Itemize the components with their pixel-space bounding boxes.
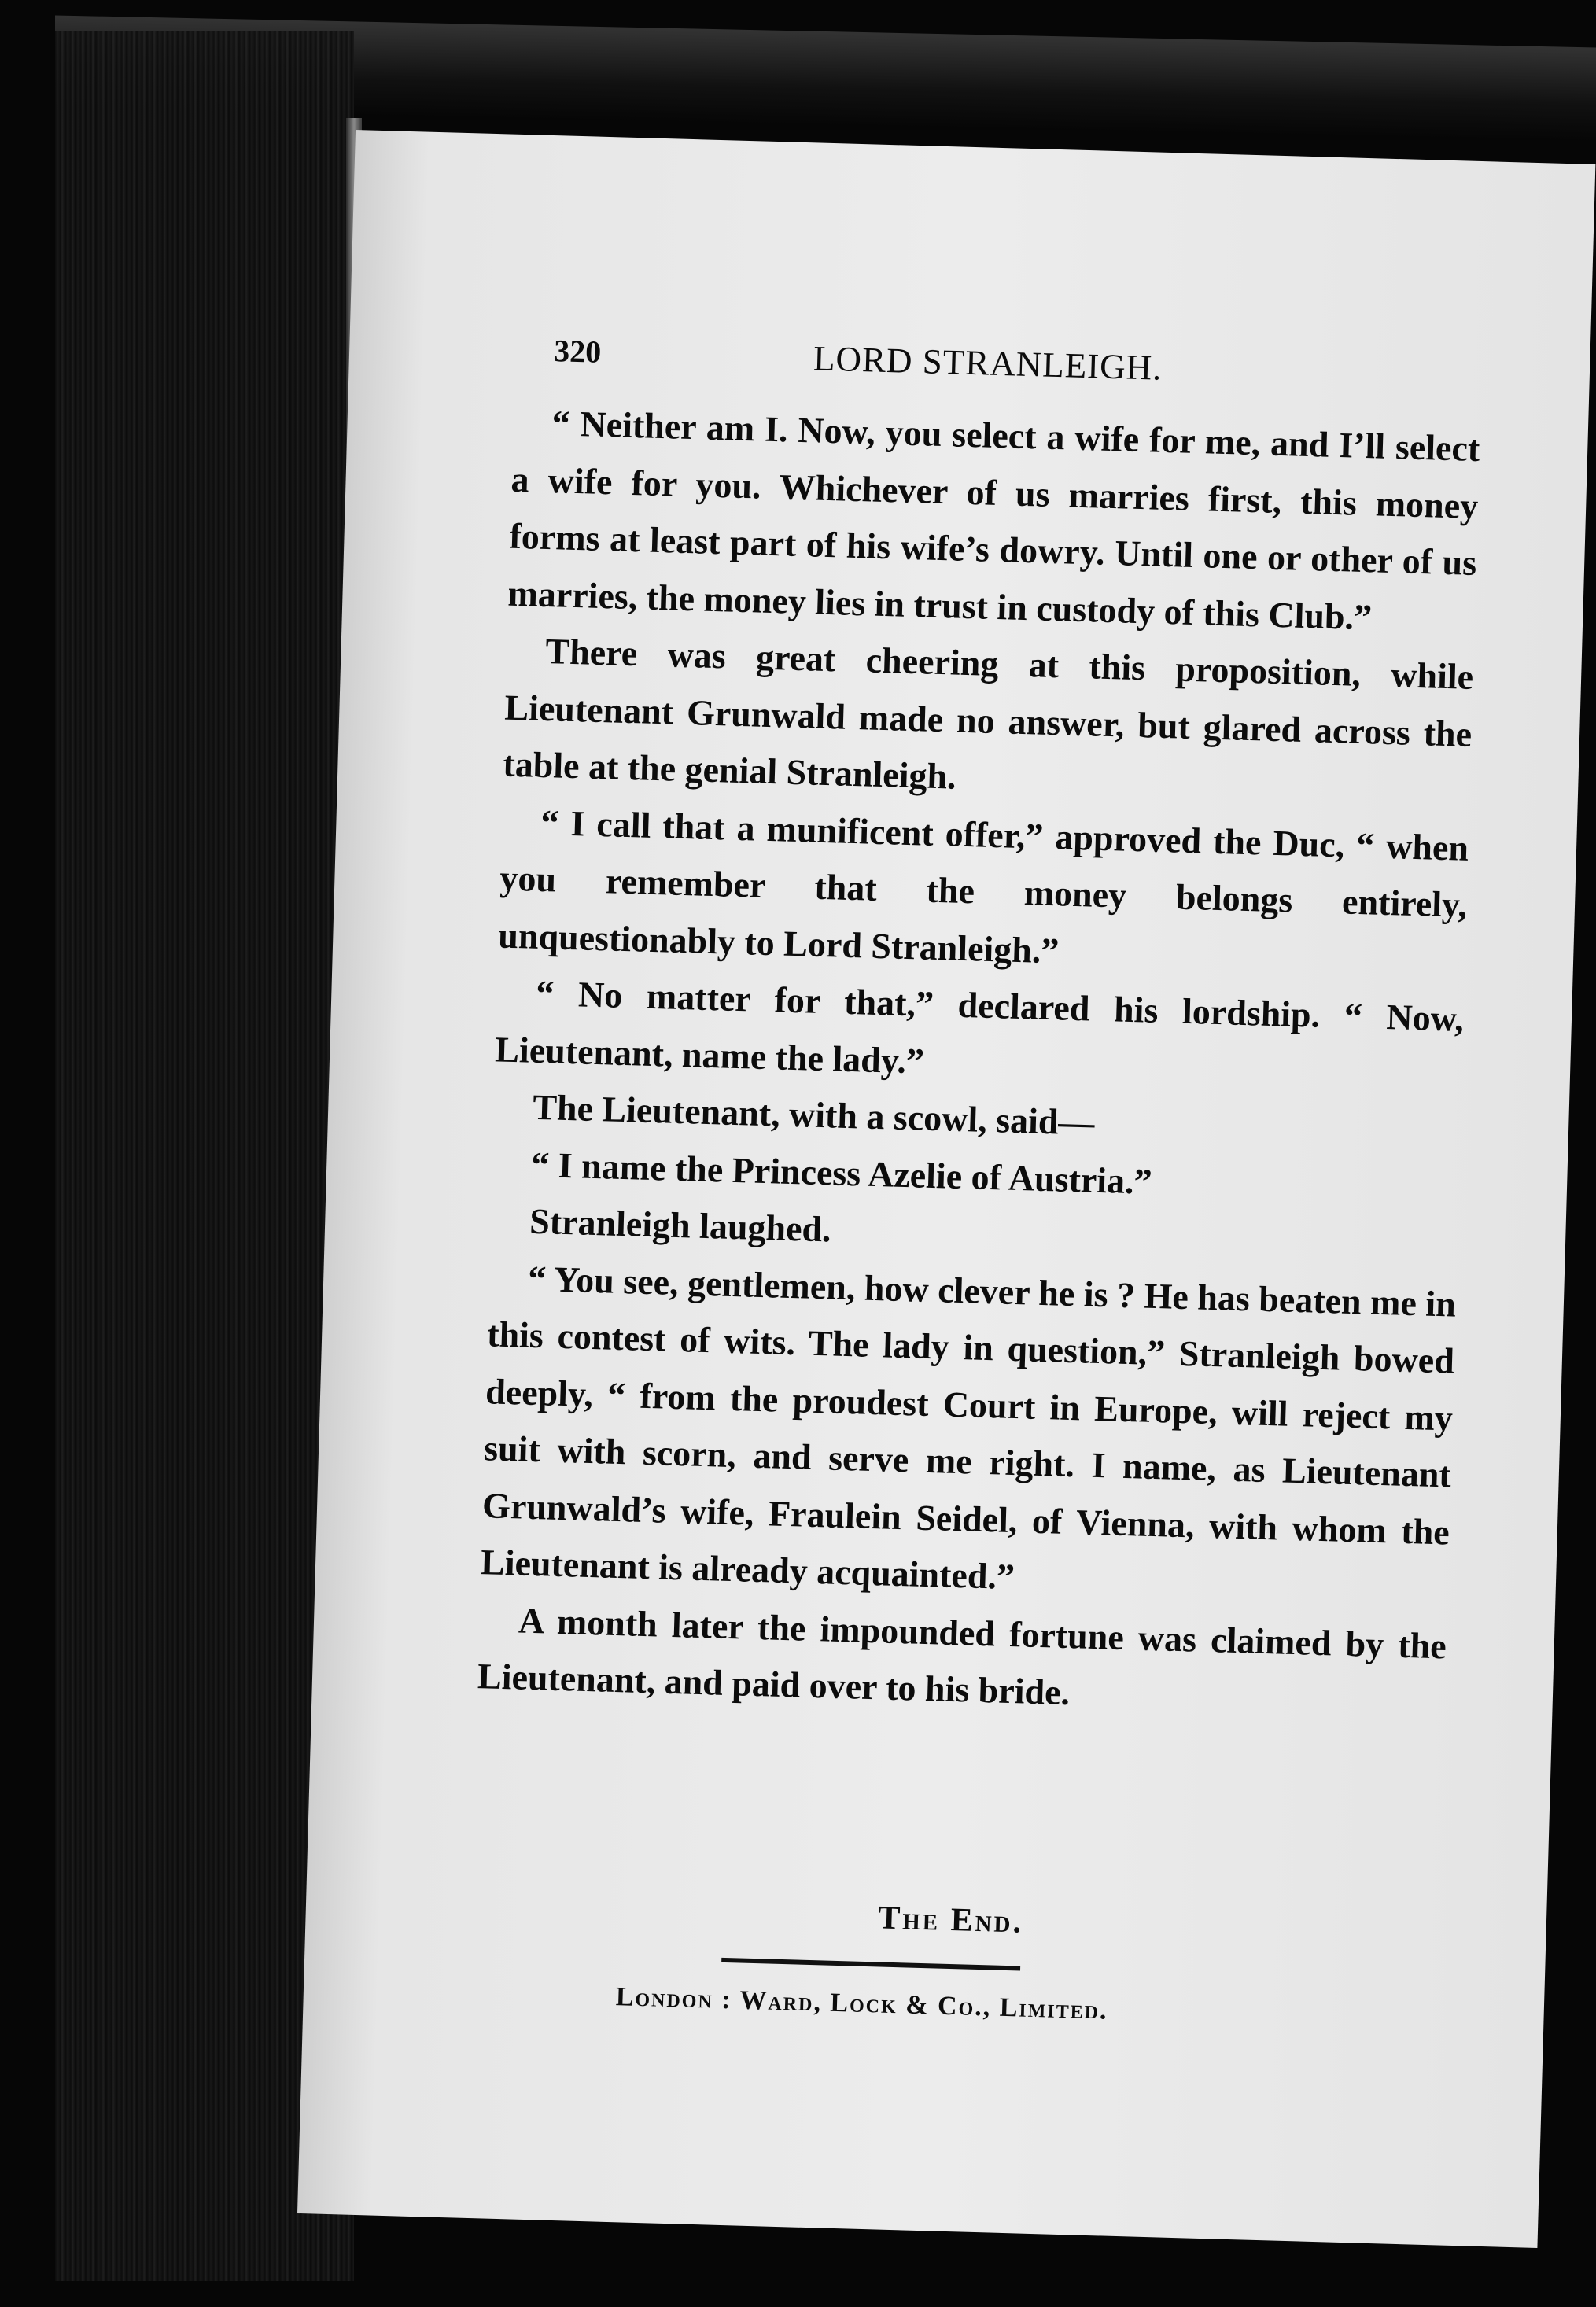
paragraph: “ I name the Princess Azelie of Austria.” <box>530 1144 1153 1202</box>
paragraph: There was great cheering at this proposition, while Lieutenant Grunwald made no answer, but glared across the table at the genial Stranleigh. <box>502 631 1474 797</box>
running-head <box>553 332 1498 405</box>
paragraph: Stranleigh laughed. <box>529 1200 832 1250</box>
closing-line: The End. <box>877 1900 1024 1940</box>
paragraph: “ I call that a munificent offer,” approved the Duc, “ when you remember that the money belongs entirely, unquestionably to Lord Stranleigh.” <box>497 802 1469 971</box>
paragraph: A month later the impounded fortune was claimed by the Lieutenant, and paid over to his bride. <box>477 1600 1447 1713</box>
printed-page <box>297 130 1595 2248</box>
running-head-title: LORD STRANLEIGH. <box>813 338 1163 388</box>
paragraph: The Lieutenant, with a scowl, said— <box>532 1086 1096 1143</box>
publisher-imprint: London : Ward, Lock & Co., Limited. <box>615 1982 1109 2025</box>
page-number: 320 <box>553 333 602 370</box>
paragraph: “ No matter for that,” declared his lordship. “ Now, Lieutenant, name the lady.” <box>494 972 1465 1082</box>
body-text <box>477 394 1480 1732</box>
paragraph: “ You see, gentlemen, how clever he is ? He has beaten me in this contest of wits. The lady in question,” Stranleigh bowed deeply, “ from the proudest Court in Europe, will reject my suit with scorn, and serve me right. I name, as Lieutenant Grunwald’s wife, Fraulein Seidel, of Vienna, with whom the Lieutenant is already acquainted.” <box>480 1258 1457 1598</box>
paragraph: “ Neither am I. Now, you select a wife for me, and I’ll select a wife for you. Whichever of us marries first, this money forms at least part of his wife’s dowry. Until one or other of us marries, the money lies in trust in custody of this Club.” <box>507 403 1480 637</box>
end-rule-divider <box>721 1958 1020 1971</box>
